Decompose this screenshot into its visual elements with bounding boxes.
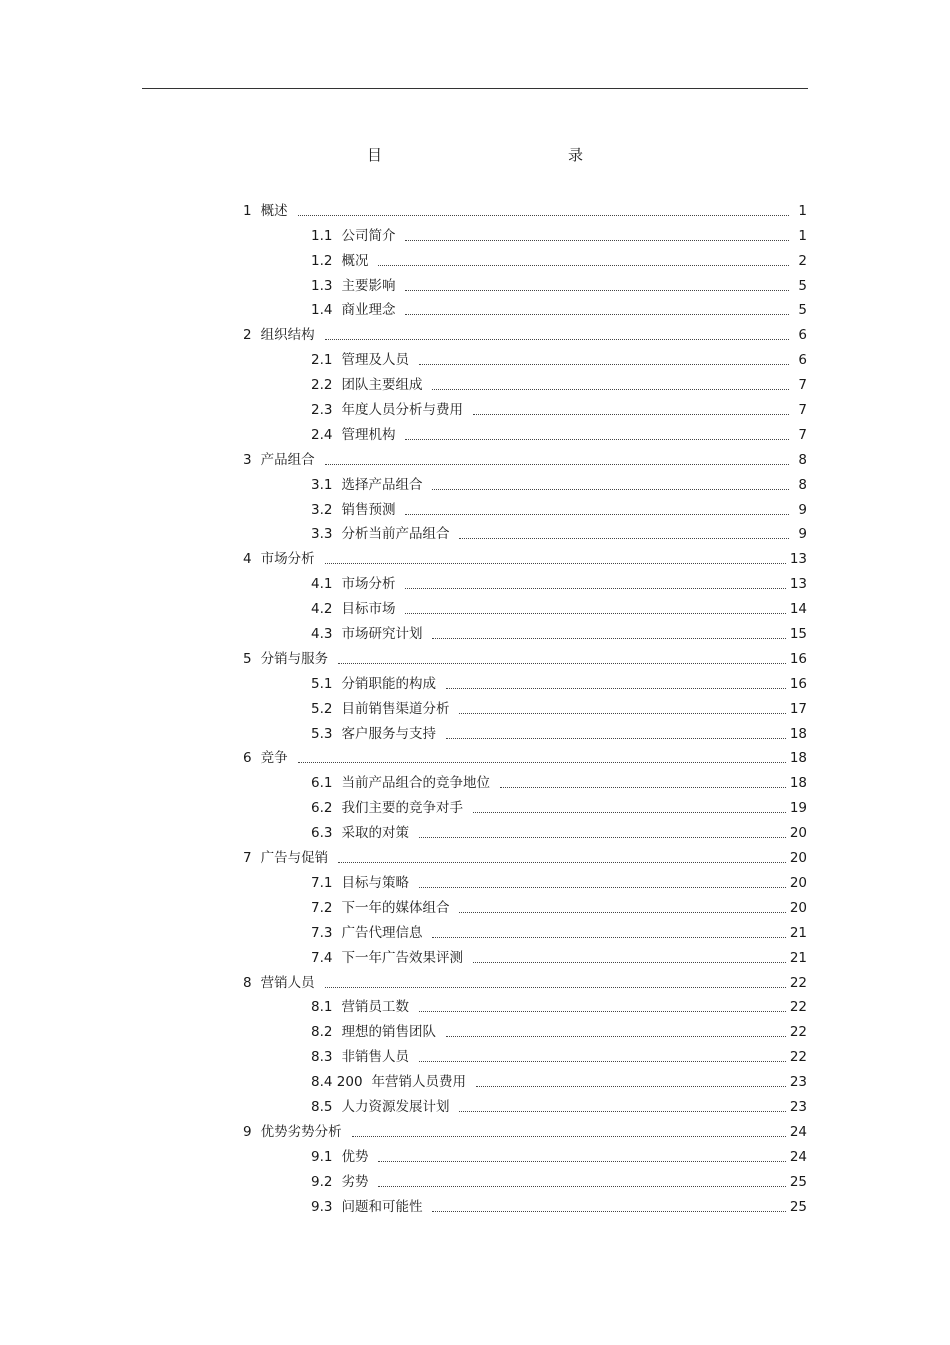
toc-entry-number: 5 bbox=[243, 650, 252, 667]
toc-entry-title: 概况 bbox=[341, 252, 369, 269]
toc-chapter-entry[interactable] bbox=[243, 320, 807, 345]
toc-page-number: 16 bbox=[789, 675, 807, 692]
toc-entry-number: 9.3 bbox=[311, 1198, 333, 1215]
toc-entry-title: 问题和可能性 bbox=[341, 1198, 423, 1215]
toc-dot-leader bbox=[446, 1016, 786, 1037]
toc-dot-leader bbox=[325, 319, 789, 340]
toc-entry-number: 1.1 bbox=[311, 227, 333, 244]
toc-entry-number: 1.3 bbox=[311, 277, 333, 294]
toc-dot-leader bbox=[432, 469, 789, 490]
toc-entry-title: 我们主要的竞争对手 bbox=[341, 800, 463, 817]
toc-page-number: 5 bbox=[798, 302, 807, 319]
toc-dot-leader bbox=[405, 419, 789, 440]
toc-entry-title: 优势劣势分析 bbox=[260, 1123, 342, 1140]
toc-page-number: 20 bbox=[789, 850, 807, 867]
toc-dot-leader bbox=[432, 369, 789, 390]
toc-entry-number: 9.1 bbox=[311, 1148, 333, 1165]
toc-page-number: 7 bbox=[798, 377, 807, 394]
toc-entry-number: 9.2 bbox=[311, 1173, 333, 1190]
toc-entry-title: 营销员工数 bbox=[341, 999, 409, 1016]
toc-page-number: 20 bbox=[789, 874, 807, 891]
toc-section-entry[interactable] bbox=[243, 918, 807, 943]
toc-dot-leader bbox=[446, 668, 786, 689]
toc-page-number: 18 bbox=[789, 750, 807, 767]
toc-dot-leader bbox=[419, 344, 789, 365]
toc-entry-number: 1 bbox=[243, 202, 252, 219]
toc-entry-number: 5.2 bbox=[311, 700, 333, 717]
toc-entry-title: 人力资源发展计划 bbox=[341, 1098, 450, 1115]
toc-entry-title: 劣势 bbox=[341, 1173, 369, 1190]
toc-dot-leader bbox=[298, 195, 789, 216]
toc-dot-leader bbox=[325, 967, 786, 988]
toc-section-entry[interactable] bbox=[243, 694, 807, 719]
toc-section-entry[interactable] bbox=[243, 893, 807, 918]
toc-chapter-entry[interactable] bbox=[243, 1117, 807, 1142]
toc-section-entry[interactable] bbox=[243, 818, 807, 843]
toc-page-number: 23 bbox=[789, 1098, 807, 1115]
toc-entry-title: 目标与策略 bbox=[341, 874, 409, 891]
toc-section-entry[interactable] bbox=[243, 768, 807, 793]
toc-page-number: 20 bbox=[789, 899, 807, 916]
toc-entry-title: 下一年的媒体组合 bbox=[341, 899, 450, 916]
toc-dot-leader bbox=[378, 245, 789, 266]
toc-entry-title: 理想的销售团队 bbox=[341, 1024, 436, 1041]
toc-dot-leader bbox=[419, 867, 786, 888]
toc-section-entry[interactable] bbox=[243, 345, 807, 370]
toc-page-number: 1 bbox=[798, 202, 807, 219]
toc-entry-title: 年营销人员费用 bbox=[371, 1074, 467, 1091]
toc-page-number: 2 bbox=[798, 252, 807, 269]
toc-entry-number: 2.4 bbox=[311, 426, 333, 443]
toc-section-entry[interactable] bbox=[243, 1067, 807, 1092]
toc-dot-leader bbox=[338, 643, 786, 664]
toc-section-entry[interactable] bbox=[243, 470, 807, 495]
toc-page-number: 20 bbox=[789, 825, 807, 842]
toc-entry-number: 7 bbox=[243, 850, 252, 867]
toc-page-number: 6 bbox=[798, 352, 807, 369]
toc-page-number: 25 bbox=[789, 1198, 807, 1215]
toc-dot-leader bbox=[378, 1166, 785, 1187]
toc-entry-number: 6.1 bbox=[311, 775, 333, 792]
toc-page-number: 13 bbox=[789, 551, 807, 568]
toc-section-entry[interactable] bbox=[243, 619, 807, 644]
toc-entry-title: 团队主要组成 bbox=[341, 377, 423, 394]
toc-entry-title: 下一年广告效果评测 bbox=[341, 949, 463, 966]
toc-entry-number: 1.4 bbox=[311, 302, 333, 319]
toc-page-number: 21 bbox=[789, 924, 807, 941]
toc-section-entry[interactable] bbox=[243, 1042, 807, 1067]
toc-page-number: 9 bbox=[798, 526, 807, 543]
toc-section-entry[interactable] bbox=[243, 868, 807, 893]
toc-section-entry[interactable] bbox=[243, 1142, 807, 1167]
toc-entry-number: 8.5 bbox=[311, 1098, 333, 1115]
toc-entry-number: 1.2 bbox=[311, 252, 333, 269]
toc-entry-title: 分销与服务 bbox=[260, 650, 329, 667]
toc-dot-leader bbox=[446, 718, 786, 739]
toc-entry-title: 当前产品组合的竞争地位 bbox=[341, 775, 490, 792]
toc-page-number: 25 bbox=[789, 1173, 807, 1190]
toc-entry-number: 3.3 bbox=[311, 526, 333, 543]
toc-section-entry[interactable] bbox=[243, 520, 807, 545]
toc-entry-number: 8.4 200 bbox=[311, 1074, 363, 1091]
toc-page-number: 18 bbox=[789, 775, 807, 792]
toc-section-entry[interactable] bbox=[243, 669, 807, 694]
toc-title: 目 录 bbox=[366, 146, 635, 164]
toc-entry-number: 2.1 bbox=[311, 352, 333, 369]
toc-entry-title: 广告代理信息 bbox=[341, 924, 423, 941]
toc-entry-title: 目前销售渠道分析 bbox=[341, 700, 450, 717]
toc-dot-leader bbox=[405, 220, 789, 241]
toc-dot-leader bbox=[405, 593, 785, 614]
toc-chapter-entry[interactable] bbox=[243, 644, 807, 669]
toc-page-number: 22 bbox=[789, 974, 807, 991]
toc-dot-leader bbox=[378, 1141, 785, 1162]
table-of-contents bbox=[243, 196, 807, 1217]
toc-entry-number: 2 bbox=[243, 327, 252, 344]
toc-dot-leader bbox=[459, 892, 785, 913]
toc-dot-leader bbox=[298, 742, 786, 763]
toc-dot-leader bbox=[459, 518, 789, 539]
toc-entry-number: 7.4 bbox=[311, 949, 333, 966]
toc-page-number: 24 bbox=[789, 1123, 807, 1140]
toc-section-entry[interactable] bbox=[243, 395, 807, 420]
toc-entry-number: 8.3 bbox=[311, 1049, 333, 1066]
toc-entry-title: 组织结构 bbox=[260, 327, 315, 344]
toc-section-entry[interactable] bbox=[243, 271, 807, 296]
toc-entry-number: 5.3 bbox=[311, 725, 333, 742]
toc-entry-title: 管理机构 bbox=[341, 426, 396, 443]
toc-entry-number: 6 bbox=[243, 750, 252, 767]
toc-dot-leader bbox=[325, 444, 789, 465]
toc-page-number: 21 bbox=[789, 949, 807, 966]
toc-section-entry[interactable] bbox=[243, 993, 807, 1018]
toc-page-number: 22 bbox=[789, 999, 807, 1016]
toc-chapter-entry[interactable] bbox=[243, 445, 807, 470]
toc-section-entry[interactable] bbox=[243, 719, 807, 744]
toc-section-entry[interactable] bbox=[243, 370, 807, 395]
toc-entry-title: 产品组合 bbox=[260, 451, 315, 468]
toc-entry-title: 年度人员分析与费用 bbox=[341, 402, 463, 419]
toc-section-entry[interactable] bbox=[243, 943, 807, 968]
toc-entry-number: 4.3 bbox=[311, 626, 333, 643]
toc-entry-number: 5.1 bbox=[311, 675, 333, 692]
toc-page-number: 15 bbox=[789, 626, 807, 643]
toc-entry-title: 销售预测 bbox=[341, 501, 396, 518]
toc-chapter-entry[interactable] bbox=[243, 968, 807, 993]
toc-dot-leader bbox=[473, 792, 786, 813]
toc-section-entry[interactable] bbox=[243, 569, 807, 594]
toc-entry-title: 概述 bbox=[260, 202, 288, 219]
toc-section-entry[interactable] bbox=[243, 495, 807, 520]
toc-entry-number: 8 bbox=[243, 974, 252, 991]
toc-page-number: 6 bbox=[798, 327, 807, 344]
toc-page-number: 16 bbox=[789, 650, 807, 667]
toc-entry-title: 主要影响 bbox=[341, 277, 396, 294]
toc-page-number: 22 bbox=[789, 1049, 807, 1066]
toc-page-number: 14 bbox=[789, 601, 807, 618]
toc-entry-number: 6.3 bbox=[311, 825, 333, 842]
toc-entry-title: 广告与促销 bbox=[260, 850, 329, 867]
toc-entry-title: 目标市场 bbox=[341, 601, 396, 618]
toc-entry-number: 2.3 bbox=[311, 402, 333, 419]
toc-section-entry[interactable] bbox=[243, 1092, 807, 1117]
toc-entry-number: 3 bbox=[243, 451, 252, 468]
toc-dot-leader bbox=[419, 817, 786, 838]
toc-page-number: 18 bbox=[789, 725, 807, 742]
toc-entry-title: 市场分析 bbox=[341, 576, 396, 593]
toc-dot-leader bbox=[405, 494, 789, 515]
toc-entry-title: 客户服务与支持 bbox=[341, 725, 436, 742]
toc-entry-number: 6.2 bbox=[311, 800, 333, 817]
toc-page-number: 23 bbox=[789, 1074, 807, 1091]
toc-entry-number: 8.2 bbox=[311, 1024, 333, 1041]
toc-section-entry[interactable] bbox=[243, 296, 807, 321]
toc-page-number: 7 bbox=[798, 402, 807, 419]
toc-dot-leader bbox=[476, 1066, 786, 1087]
toc-entry-title: 非销售人员 bbox=[341, 1049, 409, 1066]
toc-dot-leader bbox=[459, 1091, 785, 1112]
toc-dot-leader bbox=[432, 917, 785, 938]
toc-section-entry[interactable] bbox=[243, 1017, 807, 1042]
toc-section-entry[interactable] bbox=[243, 1192, 807, 1217]
toc-dot-leader bbox=[459, 693, 785, 714]
toc-page-number: 8 bbox=[798, 476, 807, 493]
toc-page-number: 9 bbox=[798, 501, 807, 518]
toc-section-entry[interactable] bbox=[243, 1167, 807, 1192]
toc-section-entry[interactable] bbox=[243, 420, 807, 445]
toc-chapter-entry[interactable] bbox=[243, 843, 807, 868]
toc-dot-leader bbox=[419, 1041, 786, 1062]
toc-dot-leader bbox=[325, 543, 786, 564]
toc-entry-title: 竞争 bbox=[260, 750, 288, 767]
toc-page-number: 8 bbox=[798, 451, 807, 468]
toc-entry-number: 4.1 bbox=[311, 576, 333, 593]
toc-entry-title: 市场研究计划 bbox=[341, 626, 423, 643]
header-rule bbox=[142, 88, 808, 89]
toc-entry-number: 4.2 bbox=[311, 601, 333, 618]
toc-entry-number: 3.1 bbox=[311, 476, 333, 493]
toc-section-entry[interactable] bbox=[243, 793, 807, 818]
toc-dot-leader bbox=[405, 568, 785, 589]
toc-entry-title: 优势 bbox=[341, 1148, 369, 1165]
toc-dot-leader bbox=[432, 618, 785, 639]
toc-entry-number: 9 bbox=[243, 1123, 252, 1140]
toc-page-number: 22 bbox=[789, 1024, 807, 1041]
toc-chapter-entry[interactable] bbox=[243, 744, 807, 769]
toc-entry-number: 7.1 bbox=[311, 874, 333, 891]
toc-entry-title: 选择产品组合 bbox=[341, 476, 423, 493]
toc-entry-title: 分析当前产品组合 bbox=[341, 526, 450, 543]
toc-page-number: 24 bbox=[789, 1148, 807, 1165]
toc-section-entry[interactable] bbox=[243, 594, 807, 619]
toc-chapter-entry[interactable] bbox=[243, 544, 807, 569]
toc-dot-leader bbox=[500, 767, 786, 788]
toc-entry-title: 采取的对策 bbox=[341, 825, 409, 842]
toc-page-number: 13 bbox=[789, 576, 807, 593]
toc-dot-leader bbox=[338, 842, 786, 863]
toc-page-number: 1 bbox=[798, 227, 807, 244]
toc-entry-title: 管理及人员 bbox=[341, 352, 409, 369]
toc-entry-title: 商业理念 bbox=[341, 302, 396, 319]
toc-section-entry[interactable] bbox=[243, 221, 807, 246]
toc-dot-leader bbox=[473, 394, 789, 415]
toc-chapter-entry[interactable] bbox=[243, 196, 807, 221]
toc-dot-leader bbox=[405, 294, 789, 315]
toc-dot-leader bbox=[352, 1116, 786, 1137]
toc-dot-leader bbox=[473, 942, 786, 963]
toc-dot-leader bbox=[405, 270, 789, 291]
toc-entry-number: 7.2 bbox=[311, 899, 333, 916]
toc-entry-title: 市场分析 bbox=[260, 551, 315, 568]
toc-page-number: 19 bbox=[789, 800, 807, 817]
toc-page-number: 7 bbox=[798, 426, 807, 443]
toc-section-entry[interactable] bbox=[243, 246, 807, 271]
toc-entry-number: 4 bbox=[243, 551, 252, 568]
toc-entry-number: 8.1 bbox=[311, 999, 333, 1016]
toc-entry-number: 7.3 bbox=[311, 924, 333, 941]
toc-entry-title: 分销职能的构成 bbox=[341, 675, 436, 692]
toc-entry-number: 2.2 bbox=[311, 377, 333, 394]
toc-entry-number: 3.2 bbox=[311, 501, 333, 518]
toc-dot-leader bbox=[419, 991, 786, 1012]
toc-entry-title: 公司简介 bbox=[341, 227, 396, 244]
toc-dot-leader bbox=[432, 1191, 785, 1212]
toc-entry-title: 营销人员 bbox=[260, 974, 315, 991]
toc-page-number: 5 bbox=[798, 277, 807, 294]
toc-page-number: 17 bbox=[789, 700, 807, 717]
